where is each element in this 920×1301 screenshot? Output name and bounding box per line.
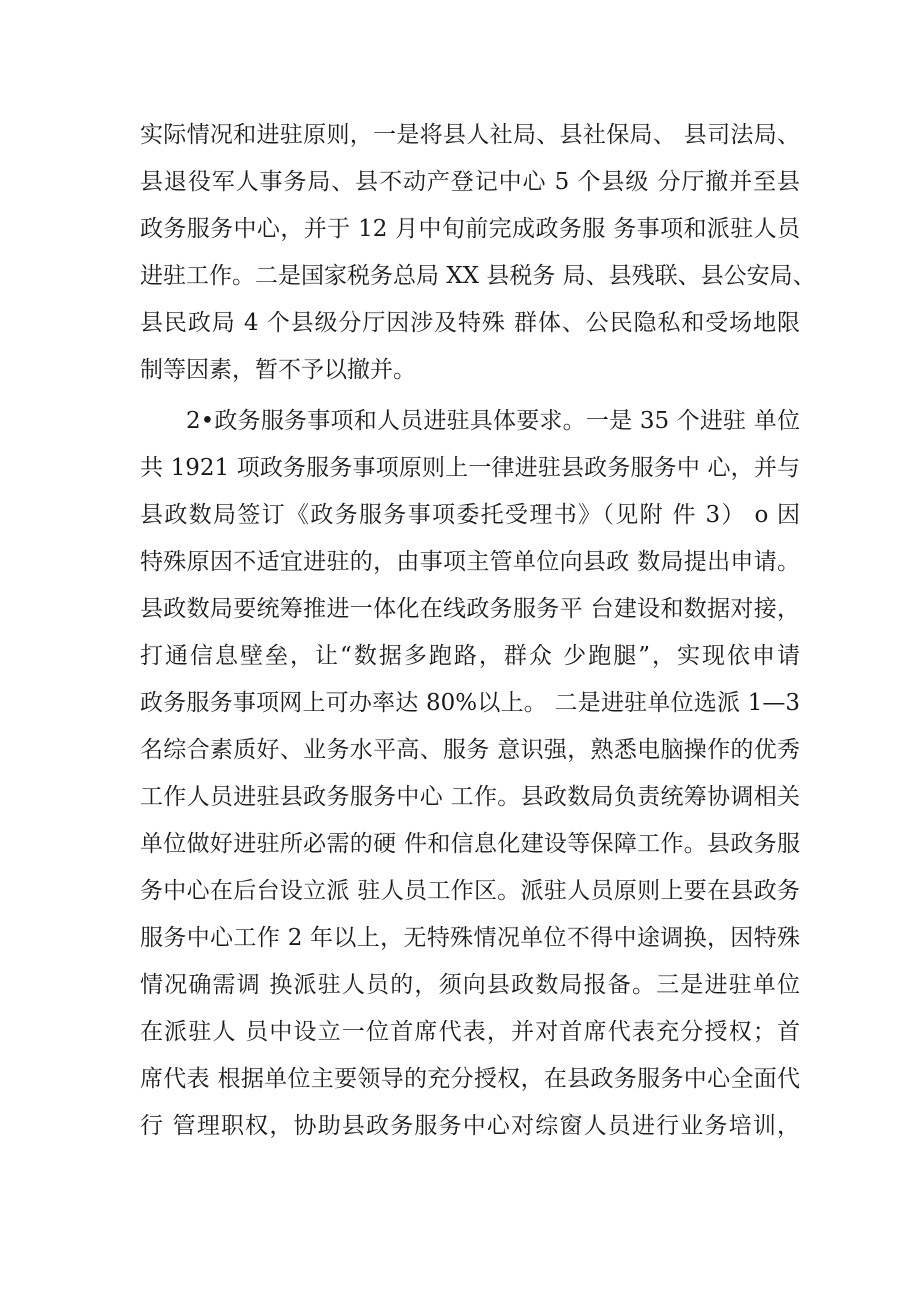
text-line: 进驻工作。二是国家税务总局 XX 县税务 局、县残联、县公安局、 [140,263,816,289]
text-line: 单位做好进驻所必需的硬 件和信息化建设等保障工作。县政务服 [140,831,800,857]
text-line: 县政数局签订《政务服务事项委托受理书》（见附 件 3） o 因 [140,502,800,528]
text-line: 务中心在后台设立派 驻人员工作区。派驻人员原则上要在县政务 [140,878,800,904]
text-line: 行 管理职权，协助县政务服务中心对综窗人员进行业务培训， [140,1113,800,1139]
text-line: 特殊原因不适宜进驻的，由事项主管单位向县政 数局提出申请。 [140,549,800,575]
text-line: 席代表 根据单位主要领导的充分授权，在县政务服务中心全面代 [140,1066,800,1092]
text-line: 打通信息壁垒，让“数据多跑路，群众 少跑腿”，实现依申请 [140,643,800,669]
text-line: 政务服务中心，并于 12 月中旬前完成政务服 务事项和派驻人员 [140,216,800,242]
text-line: 在派驻人 员中设立一位首席代表，并对首席代表充分授权；首 [140,1019,800,1045]
text-line: 实际情况和进驻原则，一是将县人社局、县社保局、 县司法局、 [140,122,800,148]
text-line: 制等因素，暂不予以撤并。 [140,357,416,383]
text-line: 县退役军人事务局、县不动产登记中心 5 个县级 分厅撤并至县 [140,169,800,195]
text-line: 县民政局 4 个县级分厅因涉及特殊 群体、公民隐私和受场地限 [140,310,800,336]
text-line: 共 1921 项政务服务事项原则上一律进驻县政务服务中 心，并与 [140,455,800,481]
text-line: 2•政务服务事项和人员进驻具体要求。一是 35 个进驻 单位 [186,408,800,434]
text-line: 县政数局要统筹推进一体化在线政务服务平 台建设和数据对接， [140,596,800,622]
text-line: 名综合素质好、业务水平高、服务 意识强，熟悉电脑操作的优秀 [140,737,800,763]
text-line: 情况确需调 换派驻人员的，须向县政数局报备。三是进驻单位 [140,972,800,998]
text-line: 工作人员进驻县政务服务中心 工作。县政数局负责统筹协调相关 [140,784,800,810]
text-line: 政务服务事项网上可办率达 80%以上。 二是进驻单位选派 1—3 [140,690,800,716]
text-line: 服务中心工作 2 年以上，无特殊情况单位不得中途调换，因特殊 [140,925,800,951]
